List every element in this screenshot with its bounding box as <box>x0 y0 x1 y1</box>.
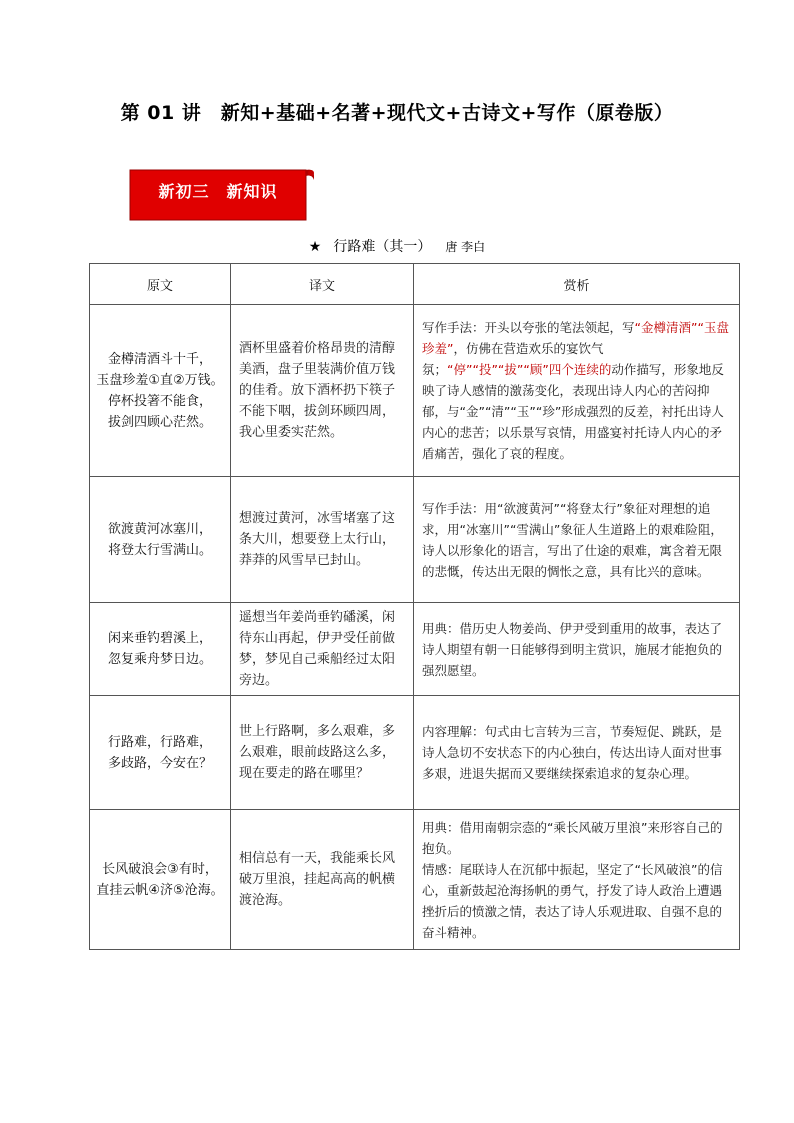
analysis-keyword: “金樽清酒”“玉盘珍羞” <box>422 320 729 356</box>
original-cell <box>90 603 231 696</box>
translation-cell: 酒杯里盛着价格昂贵的清醇美酒，盘子里装满价值万钱的佳肴。放下酒杯扔下筷子不能下咽，拔剑环顾四周，我心里委实茫然。 <box>231 305 414 477</box>
poem-header <box>0 236 794 256</box>
poem-title: 行路难（其一） <box>333 239 432 255</box>
analysis-text: 写作手法：用“欲渡黄河”“将登太行”象征对理想的追求，用“冰塞川”“雪满山”象征人生道路上的艰难险阻，诗人以形象化的语言，写出了仕途的艰难，寓含着无限的悲慨，传达出无限的惆怅之意，具有比兴的意味。 <box>422 500 723 579</box>
original-line: 金樽清酒斗十千， <box>107 351 212 367</box>
original-line: 闲来垂钓碧溪上， <box>107 631 212 646</box>
analysis-text: 内容理解：句式由七言转为三言，节奏短促、跳跃，是诗人急切不安状态下的内心独白，传达出诗人面对世事多艰，进退失据而又要继续探索追求的复杂心理。 <box>422 724 723 781</box>
original-cell <box>90 477 231 603</box>
analysis-text: ，仿佛在营造欢乐的宴饮气氛； <box>422 341 604 377</box>
star-icon: ★ <box>308 239 322 255</box>
original-line: 欲渡黄河冰塞川， <box>107 521 212 537</box>
original-line: 行路难，行路难， <box>107 734 212 750</box>
table-row <box>90 810 740 950</box>
original-line: 将登太行雪满山。 <box>107 542 212 558</box>
original-line: 长风破浪会③有时， <box>102 861 218 877</box>
translation-cell: 想渡过黄河，冰雪堵塞了这条大川，想要登上太行山，莽莽的风雪早已封山。 <box>231 477 414 603</box>
translation-cell: 相信总有一天，我能乘长风破万里浪，挂起高高的帆横渡沧海。 <box>231 810 414 950</box>
analysis-text: 情感：尾联诗人在沉郁中振起，坚定了“长风破浪”的信心，重新鼓起沧海扬帆的勇气，抒发了诗人政治上遭遇挫折后的愤激之情，表达了诗人乐观进取、自强不息的奋斗精神。 <box>422 861 723 940</box>
table-row <box>90 477 740 603</box>
header-analysis: 赏析 <box>414 264 740 305</box>
original-line: 玉盘珍羞①直②万钱。 <box>96 372 224 388</box>
analysis-cell <box>414 810 740 950</box>
analysis-text: 用典：借历史人物姜尚、伊尹受到重用的故事，表达了诗人期望有朝一日能够得到明主赏识，施展才能抱负的强烈愿望。 <box>422 620 723 678</box>
analysis-text: 写作手法：开头以夸张的笔法领起，写 <box>422 320 635 335</box>
analysis-cell <box>414 696 740 810</box>
header-original: 原文 <box>90 264 231 305</box>
original-cell <box>90 810 231 950</box>
original-cell <box>90 696 231 810</box>
original-cell <box>90 305 231 477</box>
translation-cell: 世上行路啊，多么艰难，多么艰难，眼前歧路这么多，现在要走的路在哪里？ <box>231 696 414 810</box>
banner-label: 新初三 新知识 <box>158 182 278 201</box>
original-line: 直挂云帆④济⑤沧海。 <box>96 882 224 898</box>
poem-author: 唐 李白 <box>445 240 486 254</box>
table-row <box>90 603 740 696</box>
original-line: 拔剑四顾心茫然。 <box>107 414 212 430</box>
section-banner <box>128 166 316 222</box>
header-translation: 译文 <box>231 264 414 305</box>
original-line: 多歧路，今安在？ <box>107 755 212 771</box>
analysis-keyword: “停”“投”“拔”“顾”四个连续的 <box>447 362 612 377</box>
page-title: 第 01 讲 新知+基础+名著+现代文+古诗文+写作（原卷版） <box>120 102 674 124</box>
analysis-cell <box>414 603 740 696</box>
analysis-text: 用典：借用南朝宗悫的“乘长风破万里浪”来形容自己的抱负。 <box>422 819 723 856</box>
translation-cell: 遥想当年姜尚垂钓磻溪，闲待东山再起，伊尹受任前做梦，梦见自己乘船经过太阳旁边。 <box>231 603 414 696</box>
analysis-text: 动作描写，形象地反映了诗人感情的激荡变化，表现出诗人内心的苦闷抑郁，与“金”“清”“玉”“珍”形成强烈的反差，衬托出诗人内心的悲苦；以乐景写哀情，用盛宴衬托诗人内心的矛盾痛苦，强化了哀的程度。 <box>422 362 724 461</box>
original-line: 停杯投箸不能食， <box>107 393 212 409</box>
poem-table <box>89 263 740 950</box>
table-row <box>90 696 740 810</box>
analysis-cell <box>414 305 740 477</box>
original-line: 忽复乘舟梦日边。 <box>107 652 212 667</box>
analysis-cell <box>414 477 740 603</box>
table-row <box>90 305 740 477</box>
table-header-row <box>90 264 740 305</box>
